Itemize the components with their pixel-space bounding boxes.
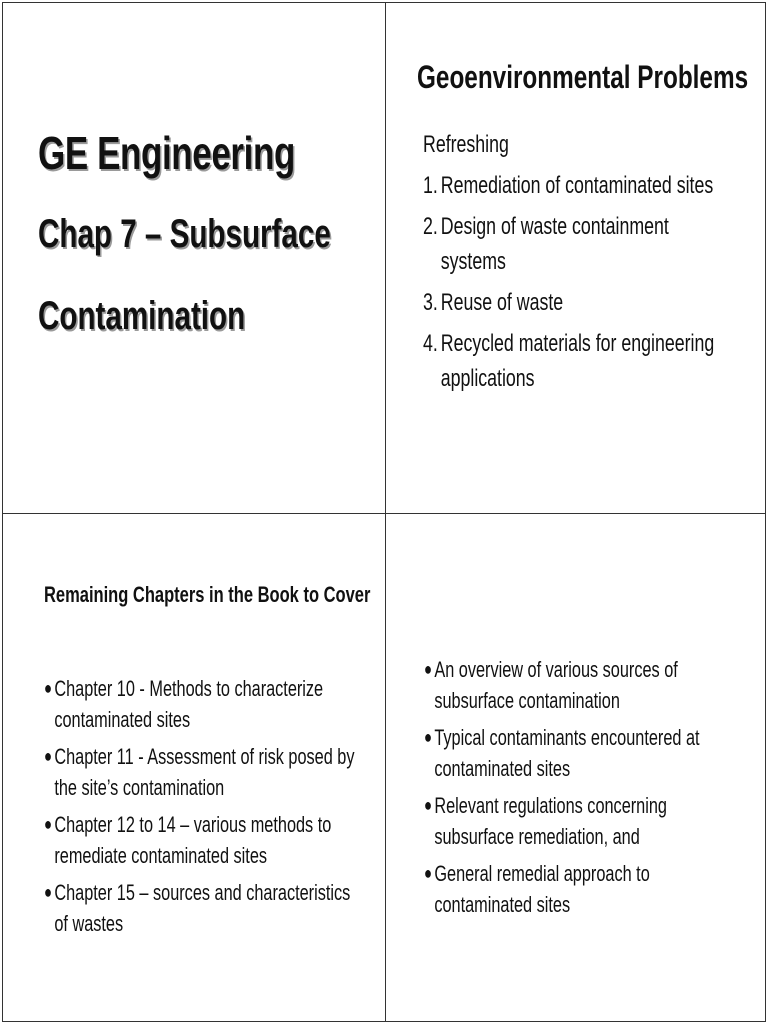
- list-item-text: Recycled materials for engineering: [440, 330, 715, 357]
- list-item: [424, 790, 713, 852]
- bullet-icon: ●: [424, 727, 433, 747]
- list-item: [424, 722, 713, 784]
- list-item-text: An overview of various sources of: [434, 657, 678, 682]
- list-item: [44, 877, 355, 939]
- list-item-text: applications: [440, 365, 535, 392]
- list-item-text: Chapter 11 - Assessment of risk posed by: [54, 744, 355, 769]
- list-item: [424, 654, 713, 716]
- list-item-text: contaminated sites: [54, 707, 191, 732]
- list-item-text: remediate contaminated sites: [54, 843, 268, 868]
- slide-4-bullet-list: [424, 654, 713, 926]
- list-item-text: Reuse of waste: [440, 289, 564, 316]
- list-item: [423, 209, 766, 279]
- slide-3-bullet-list: [44, 673, 355, 945]
- bullet-icon: ●: [44, 814, 53, 834]
- bullet-icon: ●: [44, 746, 53, 766]
- list-item-text: Chapter 12 to 14 – various methods to: [54, 812, 332, 837]
- bullet-icon: ●: [424, 659, 433, 679]
- list-item-text: Chapter 10 - Methods to characterize: [54, 676, 324, 701]
- list-item-text: subsurface remediation, and: [434, 824, 640, 849]
- slide-2-title: Geoenvironmental Problems: [417, 59, 749, 95]
- list-item-text: systems: [440, 248, 506, 275]
- list-item-text: of wastes: [54, 911, 124, 936]
- list-item-text: Remediation of contaminated sites: [440, 172, 714, 199]
- slide-1-title: GE Engineering: [38, 127, 295, 179]
- slide-2-intro: Refreshing: [423, 131, 509, 158]
- bullet-icon: ●: [424, 795, 433, 815]
- bullet-icon: ●: [44, 678, 53, 698]
- list-item: [44, 809, 355, 871]
- list-item-text: contaminated sites: [434, 756, 571, 781]
- slide-1-chapter-line-2: Contamination: [38, 294, 246, 338]
- list-item-number: 2.: [423, 213, 438, 240]
- list-item: [44, 741, 355, 803]
- list-item-text: Typical contaminants encountered at: [434, 725, 700, 750]
- list-item-text: contaminated sites: [434, 892, 571, 917]
- slide-2-list: [423, 127, 766, 396]
- list-item-text: the site’s contamination: [54, 775, 225, 800]
- slide-2: [385, 2, 766, 514]
- list-item-text: Chapter 15 – sources and characteristics: [54, 880, 351, 905]
- list-item-text: General remedial approach to: [434, 861, 650, 886]
- list-item: [44, 673, 355, 735]
- list-item-text: Design of waste containment: [440, 213, 669, 240]
- list-item: [423, 285, 766, 320]
- slide-1-chapter-line-1: Chap 7 – Subsurface: [38, 212, 331, 256]
- bullet-icon: ●: [44, 882, 53, 902]
- list-item-number: 3.: [423, 289, 438, 316]
- list-item: [423, 326, 766, 396]
- slide-1: [2, 2, 386, 514]
- list-item-number: 1.: [423, 172, 438, 199]
- slide-3-title: Remaining Chapters in the Book to Cover: [44, 582, 371, 607]
- list-item: [424, 858, 713, 920]
- list-item-text: subsurface contamination: [434, 688, 620, 713]
- list-item-number: 4.: [423, 330, 438, 357]
- list-item: [423, 168, 766, 203]
- list-item-text: Relevant regulations concerning: [434, 793, 667, 818]
- bullet-icon: ●: [424, 863, 433, 883]
